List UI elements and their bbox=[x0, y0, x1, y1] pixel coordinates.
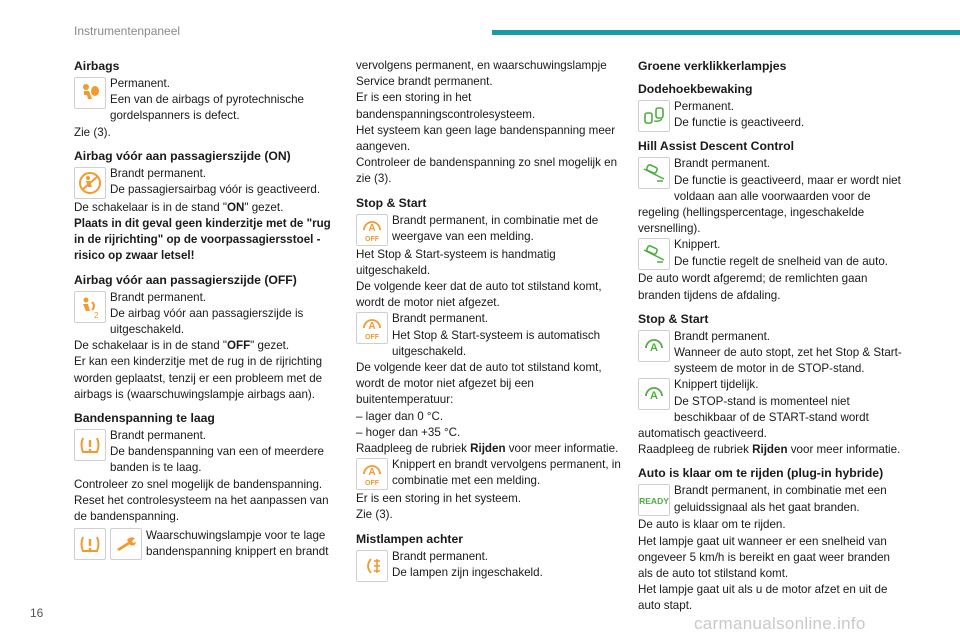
heading-airbag-on: Airbag vóór aan passagierszijde (ON) bbox=[74, 148, 291, 163]
text-line: Er is een storing in het bandenspanningscontrolesysteem. bbox=[356, 91, 536, 121]
text-line: Wanneer de auto stopt, zet het Stop & Start-systeem de motor in de STOP-stand. bbox=[674, 346, 902, 376]
stop-start-active-icon bbox=[638, 378, 670, 410]
svg-text:A: A bbox=[368, 467, 376, 479]
text-line: Brandt permanent. bbox=[392, 312, 489, 326]
text-line: Raadpleeg de rubriek Rijden voor meer informatie. bbox=[356, 442, 619, 456]
tyre-pressure-icon bbox=[74, 429, 106, 461]
stop-start-active-icon bbox=[638, 330, 670, 362]
text-line: vervolgens permanent, en waarschuwingslampje Service brandt permanent. bbox=[356, 59, 607, 89]
text-line: Het Stop & Start-systeem is handmatig uitgeschakeld. bbox=[356, 247, 556, 277]
svg-text:OFF: OFF bbox=[365, 480, 379, 488]
wrench-icon bbox=[110, 528, 142, 560]
text-line: Brandt permanent. bbox=[110, 290, 207, 304]
text-line: De schakelaar is in de stand "OFF" gezet. bbox=[74, 339, 290, 353]
text-line: Zie (3). bbox=[74, 125, 111, 139]
passenger-airbag-off-warning-icon bbox=[74, 167, 106, 199]
list-item: – hoger dan +35 °C. bbox=[356, 425, 461, 439]
text-line: Reset het controlesysteem na het aanpassen van de bandenspanning. bbox=[74, 493, 329, 524]
text-line: Controleer zo snel mogelijk de bandenspanning. bbox=[74, 477, 323, 491]
text-line: De volgende keer dat de auto tot stilstand komt, wordt de motor niet afgezet. bbox=[356, 280, 602, 310]
text-line: De volgende keer dat de auto tot stilstand komt, wordt de motor niet afgezet bij een buitentemperatuur: bbox=[356, 361, 602, 407]
list-item: – lager dan 0 °C. bbox=[356, 409, 444, 423]
text-line: De lampen zijn ingeschakeld. bbox=[392, 565, 543, 579]
heading-green-lamps: Groene verklikkerlampjes bbox=[638, 59, 787, 73]
header-accent-bar bbox=[492, 30, 960, 35]
text-line: Brandt permanent. bbox=[110, 429, 207, 443]
airbag-warning-icon bbox=[74, 77, 106, 109]
text-line: Waarschuwingslampje voor te lage bandenspanning knippert en brandt bbox=[146, 529, 329, 559]
svg-text:A: A bbox=[368, 222, 376, 234]
text-line: De auto is klaar om te rijden. bbox=[638, 518, 786, 532]
ready-icon bbox=[638, 484, 670, 516]
warning-text: Plaats in dit geval geen kinderzitje met de "rug in de rijrichting" op de voorpassagiersstoel - risico op zwaar letsel! bbox=[74, 217, 331, 263]
text-line: Er is een storing in het systeem. bbox=[356, 492, 521, 506]
text-line: De schakelaar is in de stand "ON" gezet. bbox=[74, 200, 284, 214]
rear-fog-lamp-icon bbox=[356, 550, 388, 582]
stop-start-off-icon bbox=[356, 312, 388, 344]
heading-ready: Auto is klaar om te rijden (plug-in hybride) bbox=[638, 466, 884, 481]
text-line: Het Stop & Start-systeem is automatisch uitgeschakeld. bbox=[392, 328, 601, 358]
stop-start-off-icon bbox=[356, 214, 388, 246]
column-1 bbox=[74, 58, 342, 561]
svg-text:A: A bbox=[368, 321, 376, 333]
text-line: Brandt permanent, in combinatie met een geluidssignaal als het gaat branden. bbox=[674, 484, 887, 514]
watermark: carmanualsonline.info bbox=[694, 614, 866, 633]
heading-stop-start-green: Stop & Start bbox=[638, 311, 709, 326]
text-line: Brandt permanent. bbox=[674, 157, 771, 171]
blind-spot-icon bbox=[638, 100, 670, 132]
svg-text:2: 2 bbox=[94, 310, 99, 320]
text-line: Knippert. bbox=[674, 238, 721, 252]
text-line: De auto wordt afgeremd; de remlichten gaan branden tijdens de afdaling. bbox=[638, 272, 868, 302]
svg-text:OFF: OFF bbox=[365, 235, 379, 243]
text-line: Het systeem kan geen lage bandenspanning meer aangeven. bbox=[356, 123, 616, 154]
text-line: Permanent. bbox=[110, 77, 170, 90]
hill-descent-icon bbox=[638, 238, 670, 270]
svg-text:READY: READY bbox=[639, 496, 669, 507]
text-line: Het lampje gaat uit als u de motor afzet en uit de auto stapt. bbox=[638, 583, 888, 613]
text-line: Brandt permanent, in combinatie met de weergave van een melding. bbox=[392, 213, 599, 243]
text-line: De airbag vóór aan passagierszijde is uitgeschakeld. bbox=[110, 306, 304, 337]
text-line: Het lampje gaat uit wanneer er een snelheid van ongeveer 5 km/h is bereikt en gaat weer branden als de auto tot stilstand komt. bbox=[638, 534, 890, 581]
heading-tyre-pressure: Bandenspanning te laag bbox=[74, 411, 215, 426]
text-line: De STOP-stand is momenteel niet beschikbaar of de START-stand wordt automatisch geactiveerd. bbox=[638, 394, 869, 441]
text-line: Permanent. bbox=[674, 100, 734, 113]
svg-text:OFF: OFF bbox=[365, 334, 379, 342]
text-line: De functie regelt de snelheid van de auto. bbox=[674, 254, 888, 268]
text-line: Controleer de bandenspanning zo snel mogelijk en zie (3). bbox=[356, 156, 618, 186]
heading-stop-start: Stop & Start bbox=[356, 195, 427, 210]
tyre-pressure-icon bbox=[74, 528, 106, 560]
page-number: 16 bbox=[30, 606, 44, 620]
heading-airbag-off: Airbag vóór aan passagierszijde (OFF) bbox=[74, 272, 297, 287]
text-line: Er kan een kinderzitje met de rug in de rijrichting worden geplaatst, tenzij er een probleem met de airbags is (waarschuwingslampje airbags aan). bbox=[74, 355, 323, 401]
text-line: Knippert en brandt vervolgens permanent, in combinatie met een melding. bbox=[392, 458, 621, 488]
svg-text:A: A bbox=[650, 390, 658, 403]
section-header: Instrumentenpaneel bbox=[74, 24, 181, 38]
svg-text:A: A bbox=[650, 341, 658, 354]
text-line: Een van de airbags of pyrotechnische gordelspanners is defect. bbox=[110, 93, 304, 123]
heading-rear-fog: Mistlampen achter bbox=[356, 531, 464, 546]
text-line: De bandenspanning van een of meerdere banden is te laag. bbox=[110, 445, 324, 475]
heading-airbags: Airbags bbox=[74, 59, 120, 73]
text-line: Knippert tijdelijk. bbox=[674, 378, 759, 392]
text-line: Raadpleeg de rubriek Rijden voor meer informatie. bbox=[638, 443, 901, 457]
hill-descent-icon bbox=[638, 157, 670, 189]
text-line: Brandt permanent. bbox=[674, 329, 771, 343]
text-line: Brandt permanent. bbox=[110, 166, 207, 180]
heading-blind-spot: Dodehoekbewaking bbox=[638, 82, 753, 96]
stop-start-off-icon bbox=[356, 458, 388, 490]
text-line: De passagiersairbag vóór is geactiveerd. bbox=[110, 183, 321, 197]
text-line: Brandt permanent. bbox=[392, 549, 489, 563]
passenger-airbag-deactivated-icon bbox=[74, 291, 106, 323]
heading-hill-descent: Hill Assist Descent Control bbox=[638, 139, 794, 154]
column-2 bbox=[356, 58, 624, 583]
text-line: De functie is geactiveerd. bbox=[674, 116, 805, 130]
text-line: Zie (3). bbox=[356, 508, 393, 522]
text-line: De functie is geactiveerd, maar er wordt niet voldaan aan alle voorwaarden voor de regeling (hellingspercentage, ingeschakelde versnelling). bbox=[638, 173, 901, 236]
column-3 bbox=[638, 58, 908, 615]
